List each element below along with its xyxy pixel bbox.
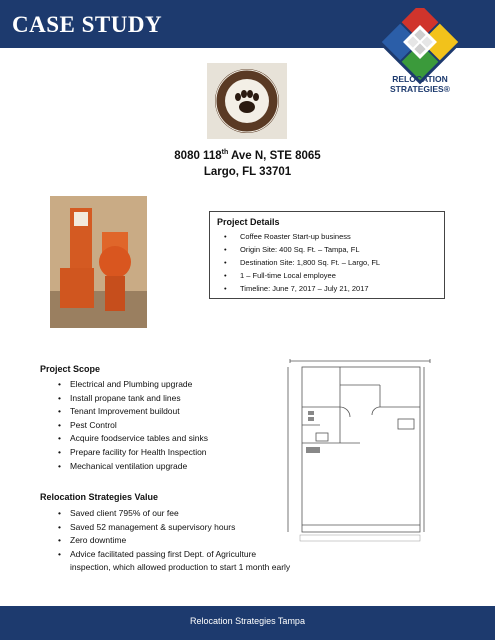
address-line2: Largo, FL 33701 <box>203 165 292 178</box>
value-list <box>58 507 290 575</box>
list-item-continuation: inspection, which allowed production to start 1 month early <box>70 562 291 573</box>
list-item: • Destination Site: 1,800 Sq. Ft. – Largo, FL <box>224 256 380 269</box>
list-item: • Mechanical ventilation upgrade <box>58 460 208 474</box>
brown-bear-badge <box>207 63 287 139</box>
project-details-title: Project Details <box>217 217 280 227</box>
list-item: • Coffee Roaster Start-up business <box>224 230 380 243</box>
floor-plan-drawing <box>280 355 440 550</box>
list-item: • 1 – Full-time Local employee <box>224 269 380 282</box>
project-scope-title: Project Scope <box>40 364 101 374</box>
address-ordinal: th <box>221 149 229 156</box>
address-street-number: 8080 118 <box>174 149 222 162</box>
list-item: • Acquire foodservice tables and sinks <box>58 432 208 446</box>
list-item: • Advice facilitated passing first Dept. of Agriculture <box>58 548 290 562</box>
logo-wordmark <box>372 74 468 94</box>
page-title: CASE STUDY <box>12 12 163 37</box>
list-item: • Pest Control <box>58 419 208 433</box>
logo-line1: RELOCATION <box>392 74 448 84</box>
footer-text: Relocation Strategies Tampa <box>190 616 305 626</box>
list-item: • Install propane tank and lines <box>58 392 208 406</box>
footer-bar <box>0 606 495 640</box>
project-details-box <box>209 211 445 299</box>
list-item: • Tenant Improvement buildout <box>58 405 208 419</box>
list-item: • Timeline: June 7, 2017 – July 21, 2017 <box>224 282 380 295</box>
coffee-roaster-image <box>50 196 147 328</box>
address-street: Ave N, STE 8065 <box>228 149 321 162</box>
list-item: • Saved client 795% of our fee <box>58 507 290 521</box>
list-item: • Zero downtime <box>58 534 290 548</box>
project-details-list <box>224 230 380 295</box>
bear-paw-icon <box>207 63 287 139</box>
list-item: • Prepare facility for Health Inspection <box>58 446 208 460</box>
roaster-photo <box>50 196 147 328</box>
list-item: • Electrical and Plumbing upgrade <box>58 378 208 392</box>
value-title: Relocation Strategies Value <box>40 492 159 502</box>
list-item: • Origin Site: 400 Sq. Ft. – Tampa, FL <box>224 243 380 256</box>
list-item: • Saved 52 management & supervisory hours <box>58 521 290 535</box>
logo-line2: STRATEGIES® <box>390 84 450 94</box>
address-block <box>0 145 495 180</box>
address-line1 <box>0 145 495 164</box>
project-scope-list <box>58 378 208 473</box>
